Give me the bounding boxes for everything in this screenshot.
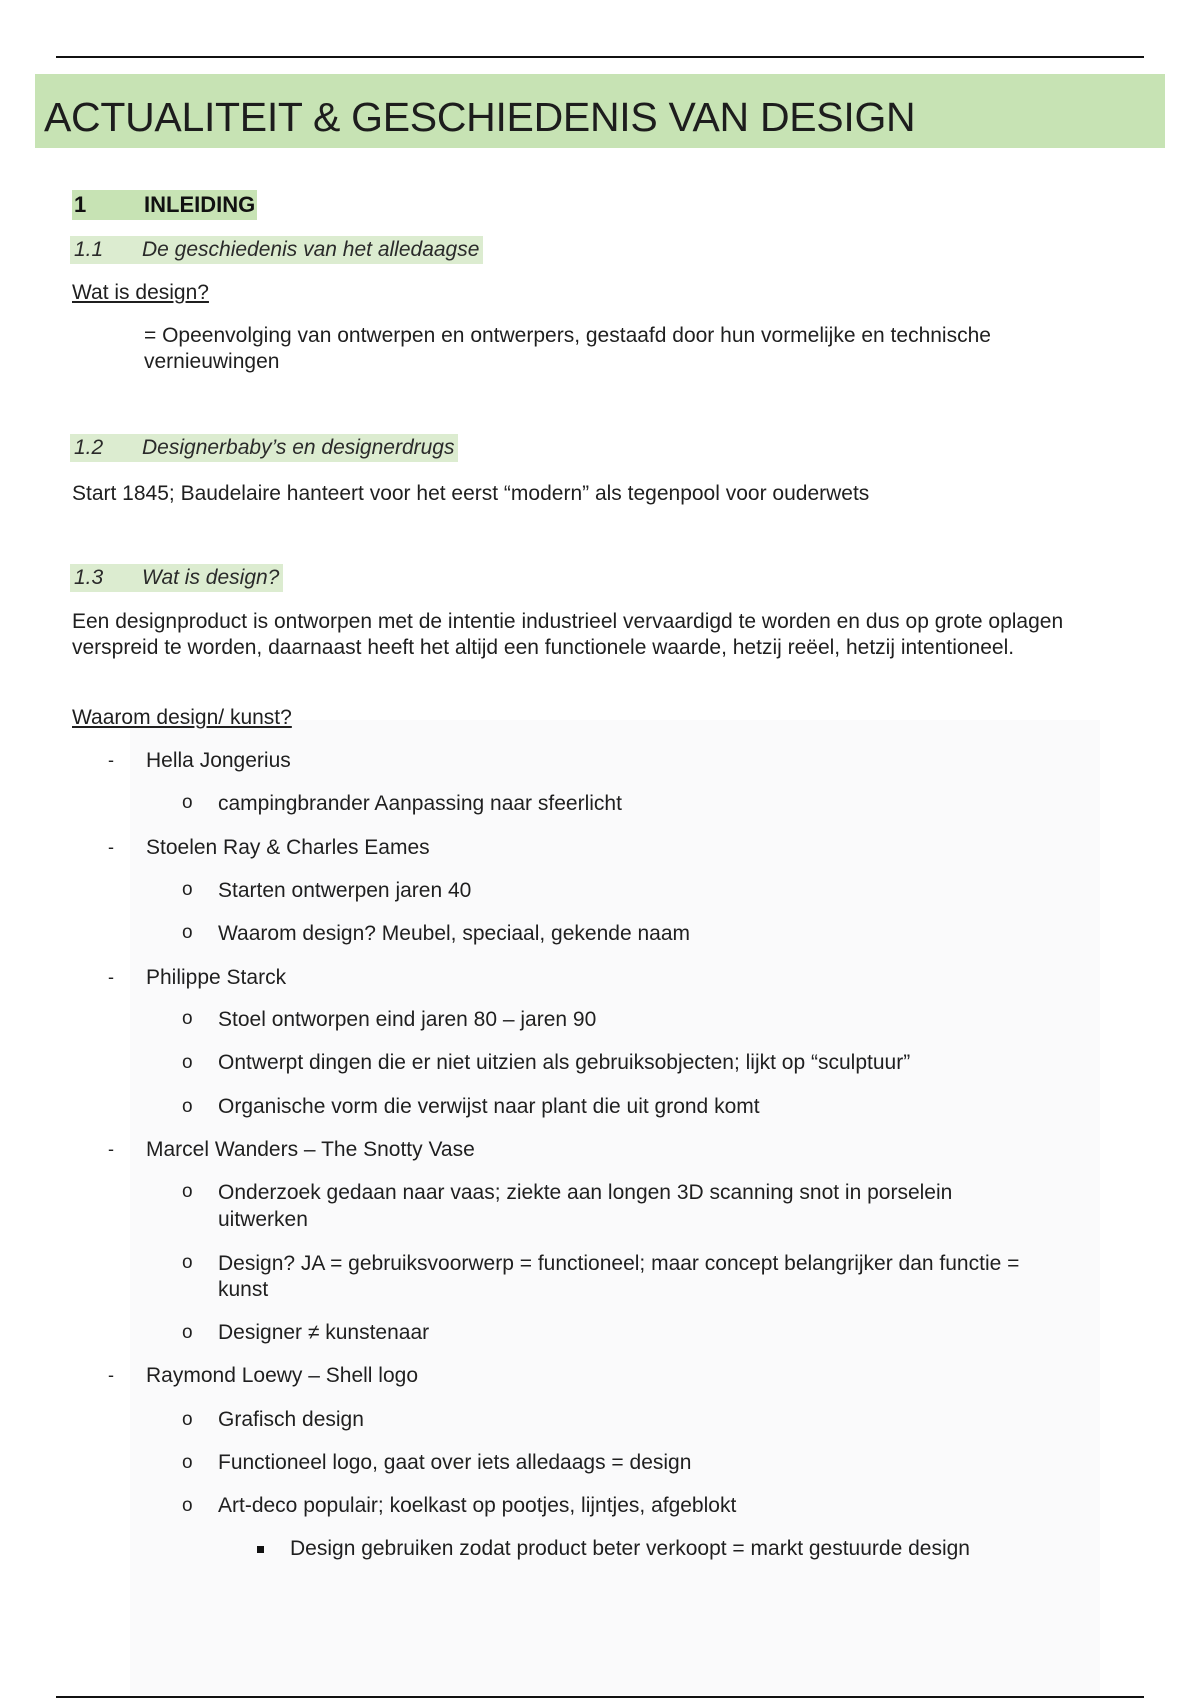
bottom-rule <box>56 1696 1144 1698</box>
document-title: ACTUALITEIT & GESCHIEDENIS VAN DESIGN <box>44 94 916 140</box>
sub-item-onderzoek-line-1: Onderzoek gedaan naar vaas; ziekte aan longen 3D scanning snot in porselein <box>218 1181 953 1204</box>
sub-item-starten-ontwerpen: Starten ontwerpen jaren 40 <box>218 879 472 902</box>
circle-bullet: o <box>182 1322 193 1343</box>
dash-bullet: - <box>108 1365 114 1385</box>
dash-bullet: - <box>108 967 114 987</box>
heading-1-1 <box>70 236 483 264</box>
section-1-3-paragraph: Een designproduct is ontworpen met de intentie industrieel vervaardigd te worden en dus op grote oplagen verspreid te worden, daarnaast heeft het altijd een functionele waarde, hetzij reëel, hetzij intentioneel. <box>72 610 1064 659</box>
sub-item-waarom-design: Waarom design? Meubel, speciaal, gekende naam <box>218 922 690 945</box>
circle-bullet: o <box>182 922 193 943</box>
heading-1-1-text: De geschiedenis van het alledaagse <box>142 238 480 261</box>
list-item-marcel-wanders: Marcel Wanders – The Snotty Vase <box>146 1138 475 1161</box>
sub-item-functioneel-logo: Functioneel logo, gaat over iets alledaags = design <box>218 1451 692 1474</box>
sub-item-design-ja-line-2: kunst <box>218 1278 269 1301</box>
sub-item-grafisch-design: Grafisch design <box>218 1408 364 1431</box>
heading-1-2 <box>70 434 458 462</box>
heading-1-1-number: 1.1 <box>74 238 104 261</box>
square-bullet <box>257 1546 264 1553</box>
heading-1-number: 1 <box>74 192 87 217</box>
sub-item-sculptuur: Ontwerpt dingen die er niet uitzien als gebruiksobjecten; lijkt op “sculptuur” <box>218 1051 911 1074</box>
section-1-2-text: Start 1845; Baudelaire hanteert voor het eerst “modern” als tegenpool voor ouderwets <box>72 482 870 505</box>
circle-bullet: o <box>182 1008 193 1029</box>
sub-item-art-deco: Art-deco populair; koelkast op pootjes, lijntjes, afgeblokt <box>218 1494 737 1517</box>
heading-1 <box>72 190 257 220</box>
circle-bullet: o <box>182 1495 193 1516</box>
sub-item-designer-kunstenaar: Designer ≠ kunstenaar <box>218 1321 430 1344</box>
circle-bullet: o <box>182 1096 193 1117</box>
heading-1-3-text: Wat is design? <box>142 566 280 589</box>
circle-bullet: o <box>182 1252 193 1273</box>
heading-1-3 <box>70 564 283 592</box>
list-item-eames: Stoelen Ray & Charles Eames <box>146 836 430 859</box>
heading-1-2-number: 1.2 <box>74 436 104 459</box>
question-why-design-art: Waarom design/ kunst? <box>72 706 292 729</box>
circle-bullet: o <box>182 1181 193 1202</box>
heading-1-text: INLEIDING <box>144 192 256 217</box>
circle-bullet: o <box>182 1452 193 1473</box>
heading-1-3-number: 1.3 <box>74 566 104 589</box>
circle-bullet: o <box>182 792 193 813</box>
sub-item-campingbrander: campingbrander Aanpassing naar sfeerlicht <box>218 792 622 815</box>
definition-line-1: = Opeenvolging van ontwerpen en ontwerpers, gestaafd door hun vormelijke en technische <box>144 324 991 347</box>
list-item-raymond-loewy: Raymond Loewy – Shell logo <box>146 1364 418 1387</box>
dash-bullet: - <box>108 1139 114 1159</box>
circle-bullet: o <box>182 1052 193 1073</box>
definition-line-2: vernieuwingen <box>144 350 280 373</box>
heading-1-2-text: Designerbaby’s en designerdrugs <box>142 436 455 459</box>
dash-bullet: - <box>108 837 114 857</box>
list-item-philippe-starck: Philippe Starck <box>146 966 287 989</box>
sub-item-organische-vorm: Organische vorm die verwijst naar plant die uit grond komt <box>218 1095 760 1118</box>
sub-item-stoel-ontworpen: Stoel ontworpen eind jaren 80 – jaren 90 <box>218 1008 597 1031</box>
circle-bullet: o <box>182 879 193 900</box>
sub-item-onderzoek-line-2: uitwerken <box>218 1208 308 1231</box>
sub-item-design-ja-line-1: Design? JA = gebruiksvoorwerp = functioneel; maar concept belangrijker dan functie = <box>218 1252 1020 1275</box>
circle-bullet: o <box>182 1409 193 1430</box>
dash-bullet: - <box>108 750 114 770</box>
top-rule <box>56 56 1144 58</box>
question-what-is-design: Wat is design? <box>72 281 209 304</box>
sub-sub-item-markt-gestuurde-design: Design gebruiken zodat product beter verkoopt = markt gestuurde design <box>290 1537 970 1560</box>
list-item-hella-jongerius: Hella Jongerius <box>146 749 291 772</box>
